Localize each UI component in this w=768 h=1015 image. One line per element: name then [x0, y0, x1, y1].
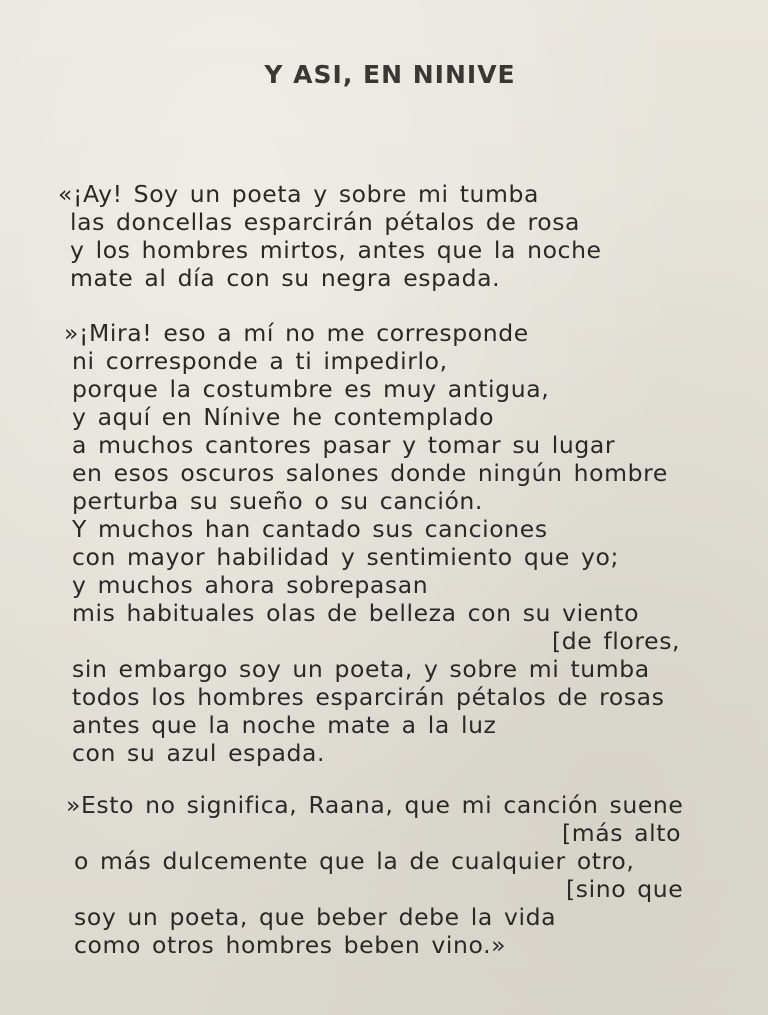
- poem-line: con su azul espada.: [72, 739, 326, 767]
- poem-line: soy un poeta, que beber debe la vida: [74, 903, 557, 931]
- poem-line-continuation: [sino que: [566, 875, 684, 903]
- poem-line-continuation: [más alto: [562, 819, 682, 847]
- poem-line: con mayor habilidad y sentimiento que yo;: [72, 543, 619, 571]
- poem-line: a muchos cantores pasar y tomar su lugar: [72, 431, 616, 459]
- poem-line: y aquí en Nínive he contemplado: [72, 403, 495, 431]
- poem-line: «¡Ay! Soy un poeta y sobre mi tumba: [58, 180, 540, 208]
- poem-line: todos los hombres esparcirán pétalos de rosas: [72, 683, 665, 711]
- poem-line: las doncellas esparcirán pétalos de rosa: [70, 208, 581, 236]
- poem-line: antes que la noche mate a la luz: [72, 711, 497, 739]
- poem-title: Y ASI, EN NINIVE: [264, 60, 516, 89]
- poem-line: mis habituales olas de belleza con su viento: [72, 599, 640, 627]
- poem-line: ni corresponde a ti impedirlo,: [72, 347, 448, 375]
- poem-line: perturba su sueño o su canción.: [72, 487, 483, 515]
- poem-line: porque la costumbre es muy antigua,: [72, 375, 550, 403]
- poem-line: sin embargo soy un poeta, y sobre mi tumba: [72, 655, 650, 683]
- poem-line-continuation: [de flores,: [552, 627, 681, 655]
- poem-line: como otros hombres beben vino.»: [74, 931, 507, 959]
- poem-line: o más dulcemente que la de cualquier otro,: [74, 847, 635, 875]
- poem-line: y muchos ahora sobrepasan: [72, 571, 429, 599]
- poem-line: »¡Mira! eso a mí no me corresponde: [64, 319, 529, 347]
- poem-line: y los hombres mirtos, antes que la noche: [70, 236, 602, 264]
- poem-line: »Esto no significa, Raana, que mi canción suene: [66, 791, 684, 819]
- poem-line: mate al día con su negra espada.: [70, 264, 501, 292]
- poem-line: Y muchos han cantado sus canciones: [72, 515, 548, 543]
- poem-line: en esos oscuros salones donde ningún hombre: [72, 459, 668, 487]
